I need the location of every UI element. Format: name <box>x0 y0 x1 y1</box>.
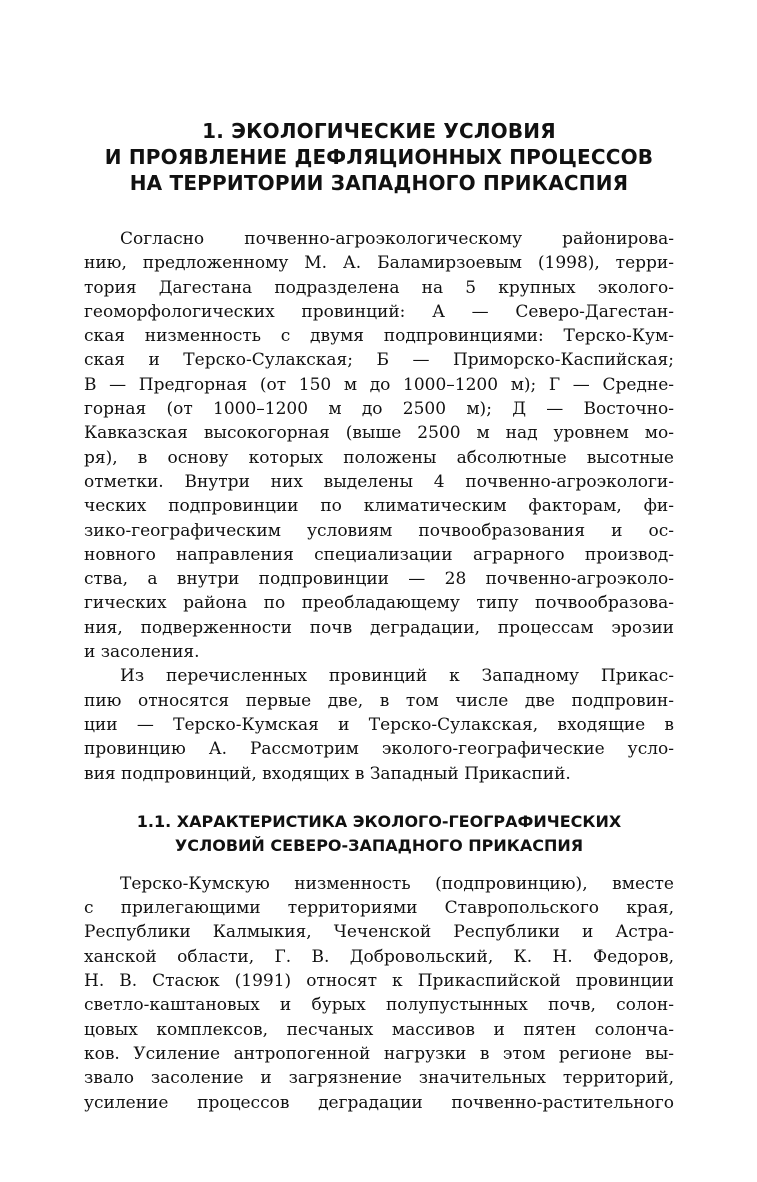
section-title <box>84 810 674 858</box>
text-line: ческих подпровинции по климатическим факторам, фи- <box>84 496 674 517</box>
chapter-title <box>84 118 674 196</box>
chapter-title-line: НА ТЕРРИТОРИИ ЗАПАДНОГО ПРИКАСПИЯ <box>129 171 629 195</box>
text-line: цовых комплексов, песчаных массивов и пятен солонча- <box>84 1019 674 1040</box>
text-line: гических района по преобладающему типу почвообразова- <box>84 593 674 614</box>
text-line: звало засоление и загрязнение значительных территорий, <box>84 1068 674 1089</box>
text-line: пию относятся первые две, в том числе две подпровин- <box>84 690 674 711</box>
text-line: светло-каштановых и бурых полупустынных почв, солон- <box>84 995 674 1016</box>
section-title-line: УСЛОВИЙ СЕВЕРО-ЗАПАДНОГО ПРИКАСПИЯ <box>174 835 584 855</box>
section-title-line: 1.1. ХАРАКТЕРИСТИКА ЭКОЛОГО-ГЕОГРАФИЧЕСКИХ <box>136 811 622 831</box>
text-line: зико-географическим условиям почвообразования и ос- <box>84 520 674 541</box>
text-line: с прилегающими территориями Ставропольского края, <box>84 898 674 919</box>
text-line: ции — Терско-Кумская и Терско-Сулакская, входящие в <box>84 714 674 735</box>
text-line: ря), в основу которых положены абсолютные высотные <box>84 447 674 468</box>
text-line: ства, а внутри подпровинции — 28 почвенно-агроэколо- <box>84 569 674 590</box>
paragraph-1 <box>84 227 674 664</box>
chapter-title-line: И ПРОЯВЛЕНИЕ ДЕФЛЯЦИОННЫХ ПРОЦЕССОВ <box>104 145 654 169</box>
text-line: ния, подверженности почв деградации, процессам эрозии <box>84 617 674 638</box>
text-line: усиление процессов деградации почвенно-растительного <box>84 1092 674 1113</box>
text-line: отметки. Внутри них выделены 4 почвенно-агроэкологи- <box>84 471 674 492</box>
text-line: провинцию А. Рассмотрим эколого-географические усло- <box>84 739 674 760</box>
text-line: Н. В. Стасюк (1991) относят к Прикаспийской провинции <box>84 971 674 992</box>
text-line: Из перечисленных провинций к Западному Прикас- <box>120 666 674 687</box>
text-line: геоморфологических провинций: А — Северо-Дагестан- <box>84 301 674 322</box>
text-line: Республики Калмыкия, Чеченской Республики и Астра- <box>84 922 674 943</box>
text-line: тория Дагестана подразделена на 5 крупных эколого- <box>84 277 674 298</box>
text-line: новного направления специализации аграрного производ- <box>84 544 674 565</box>
text-line: Согласно почвенно-агроэкологическому районирова- <box>120 229 674 249</box>
text-line: ская низменность с двумя подпровинциями: Терско-Кум- <box>84 326 674 347</box>
chapter-title-line: 1. ЭКОЛОГИЧЕСКИЕ УСЛОВИЯ <box>202 119 556 143</box>
text-line: ков. Усиление антропогенной нагрузки в этом регионе вы- <box>84 1043 674 1064</box>
paragraph-2 <box>84 664 674 785</box>
text-line: ханской области, Г. В. Добровольский, К. Н. Федоров, <box>84 946 674 967</box>
text-line: и засоления. <box>84 642 200 663</box>
text-line: горная (от 1000–1200 м до 2500 м); Д — Восточно- <box>84 399 674 420</box>
text-line: Кавказская высокогорная (выше 2500 м над уровнем мо- <box>84 423 674 444</box>
text-line: вия подпровинций, входящих в Западный Прикаспий. <box>84 763 571 784</box>
text-line: ская и Терско-Сулакская; Б — Приморско-Каспийская; <box>84 350 674 371</box>
text-line: В — Предгорная (от 150 м до 1000–1200 м); Г — Средне- <box>84 374 674 395</box>
paragraph-3 <box>84 872 674 1115</box>
document-page <box>84 118 674 1115</box>
text-line: нию, предложенному М. А. Баламирзоевым (1998), терри- <box>84 253 674 274</box>
text-line: Терско-Кумскую низменность (подпровинцию), вместе <box>120 873 674 894</box>
